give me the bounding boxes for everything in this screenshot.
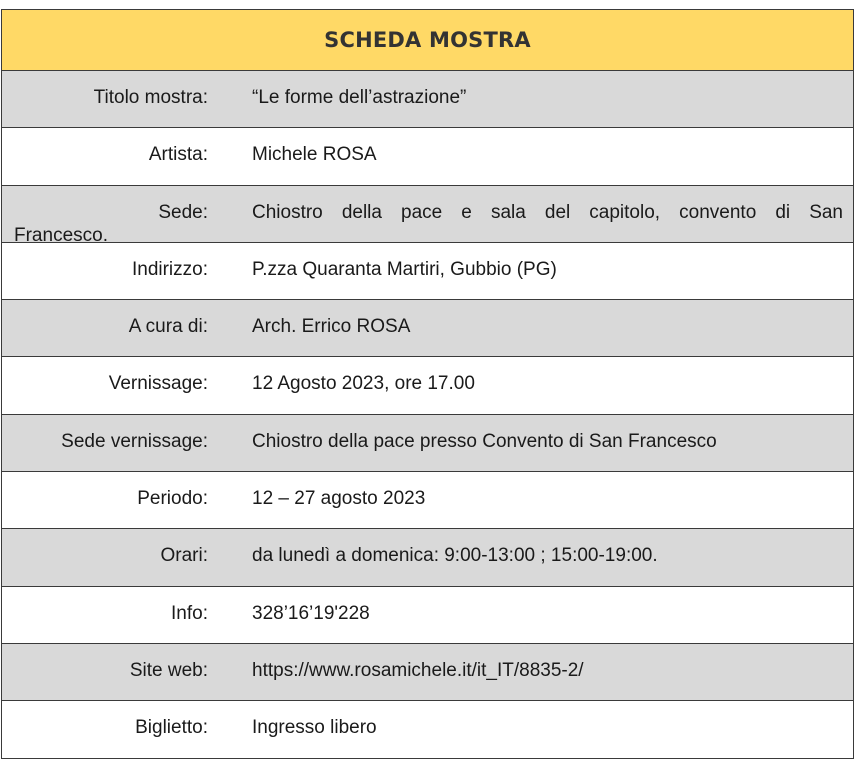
row-a-cura-di: [2, 300, 853, 357]
field-value: da lunedì a domenica: 9:00-13:00 ; 15:00-19:00.: [252, 545, 658, 567]
field-label: Sede vernissage:: [61, 430, 208, 452]
field-label: Orari:: [160, 545, 208, 567]
field-value: Arch. Errico ROSA: [252, 316, 411, 338]
field-value: “Le forme dell’astrazione”: [252, 87, 467, 108]
field-label: Indirizzo:: [131, 258, 208, 280]
field-label: Info:: [171, 602, 208, 624]
row-vernissage: [2, 357, 853, 414]
field-label: Artista:: [148, 144, 208, 166]
exhibition-sheet: [1, 9, 854, 759]
row-info: [2, 587, 853, 644]
field-label: Biglietto:: [135, 717, 208, 739]
field-label: Sede:: [158, 201, 208, 223]
row-periodo: [2, 472, 853, 529]
field-label: Titolo mostra:: [93, 87, 208, 108]
field-value: Michele ROSA: [252, 144, 377, 166]
field-value-continuation: Francesco.: [14, 224, 108, 243]
row-sede-vernissage: [2, 415, 853, 472]
field-value: Ingresso libero: [252, 717, 377, 739]
field-label: Site web:: [129, 659, 208, 681]
field-value: Chiostro della pace e sala del capitolo, convento di San: [252, 201, 843, 223]
row-titolo-mostra: [2, 71, 853, 128]
field-label: Periodo:: [137, 488, 208, 510]
field-value: P.zza Quaranta Martiri, Gubbio (PG): [252, 258, 557, 280]
field-value: 12 – 27 agosto 2023: [252, 488, 426, 510]
row-orari: [2, 529, 853, 586]
row-sede: [2, 186, 853, 243]
row-indirizzo: [2, 243, 853, 300]
field-value: 12 Agosto 2023, ore 17.00: [252, 373, 475, 395]
field-label: A cura di:: [128, 316, 208, 338]
field-value: Chiostro della pace presso Convento di San Francesco: [252, 430, 717, 452]
field-value: 328’16’19'228: [252, 602, 370, 624]
field-label: Vernissage:: [108, 373, 208, 395]
row-biglietto: [2, 701, 853, 758]
row-site-web: [2, 644, 853, 701]
website-link[interactable]: https://www.rosamichele.it/it_IT/8835-2/: [252, 659, 584, 681]
row-artista: [2, 128, 853, 185]
sheet-title: SCHEDA MOSTRA: [2, 10, 853, 71]
